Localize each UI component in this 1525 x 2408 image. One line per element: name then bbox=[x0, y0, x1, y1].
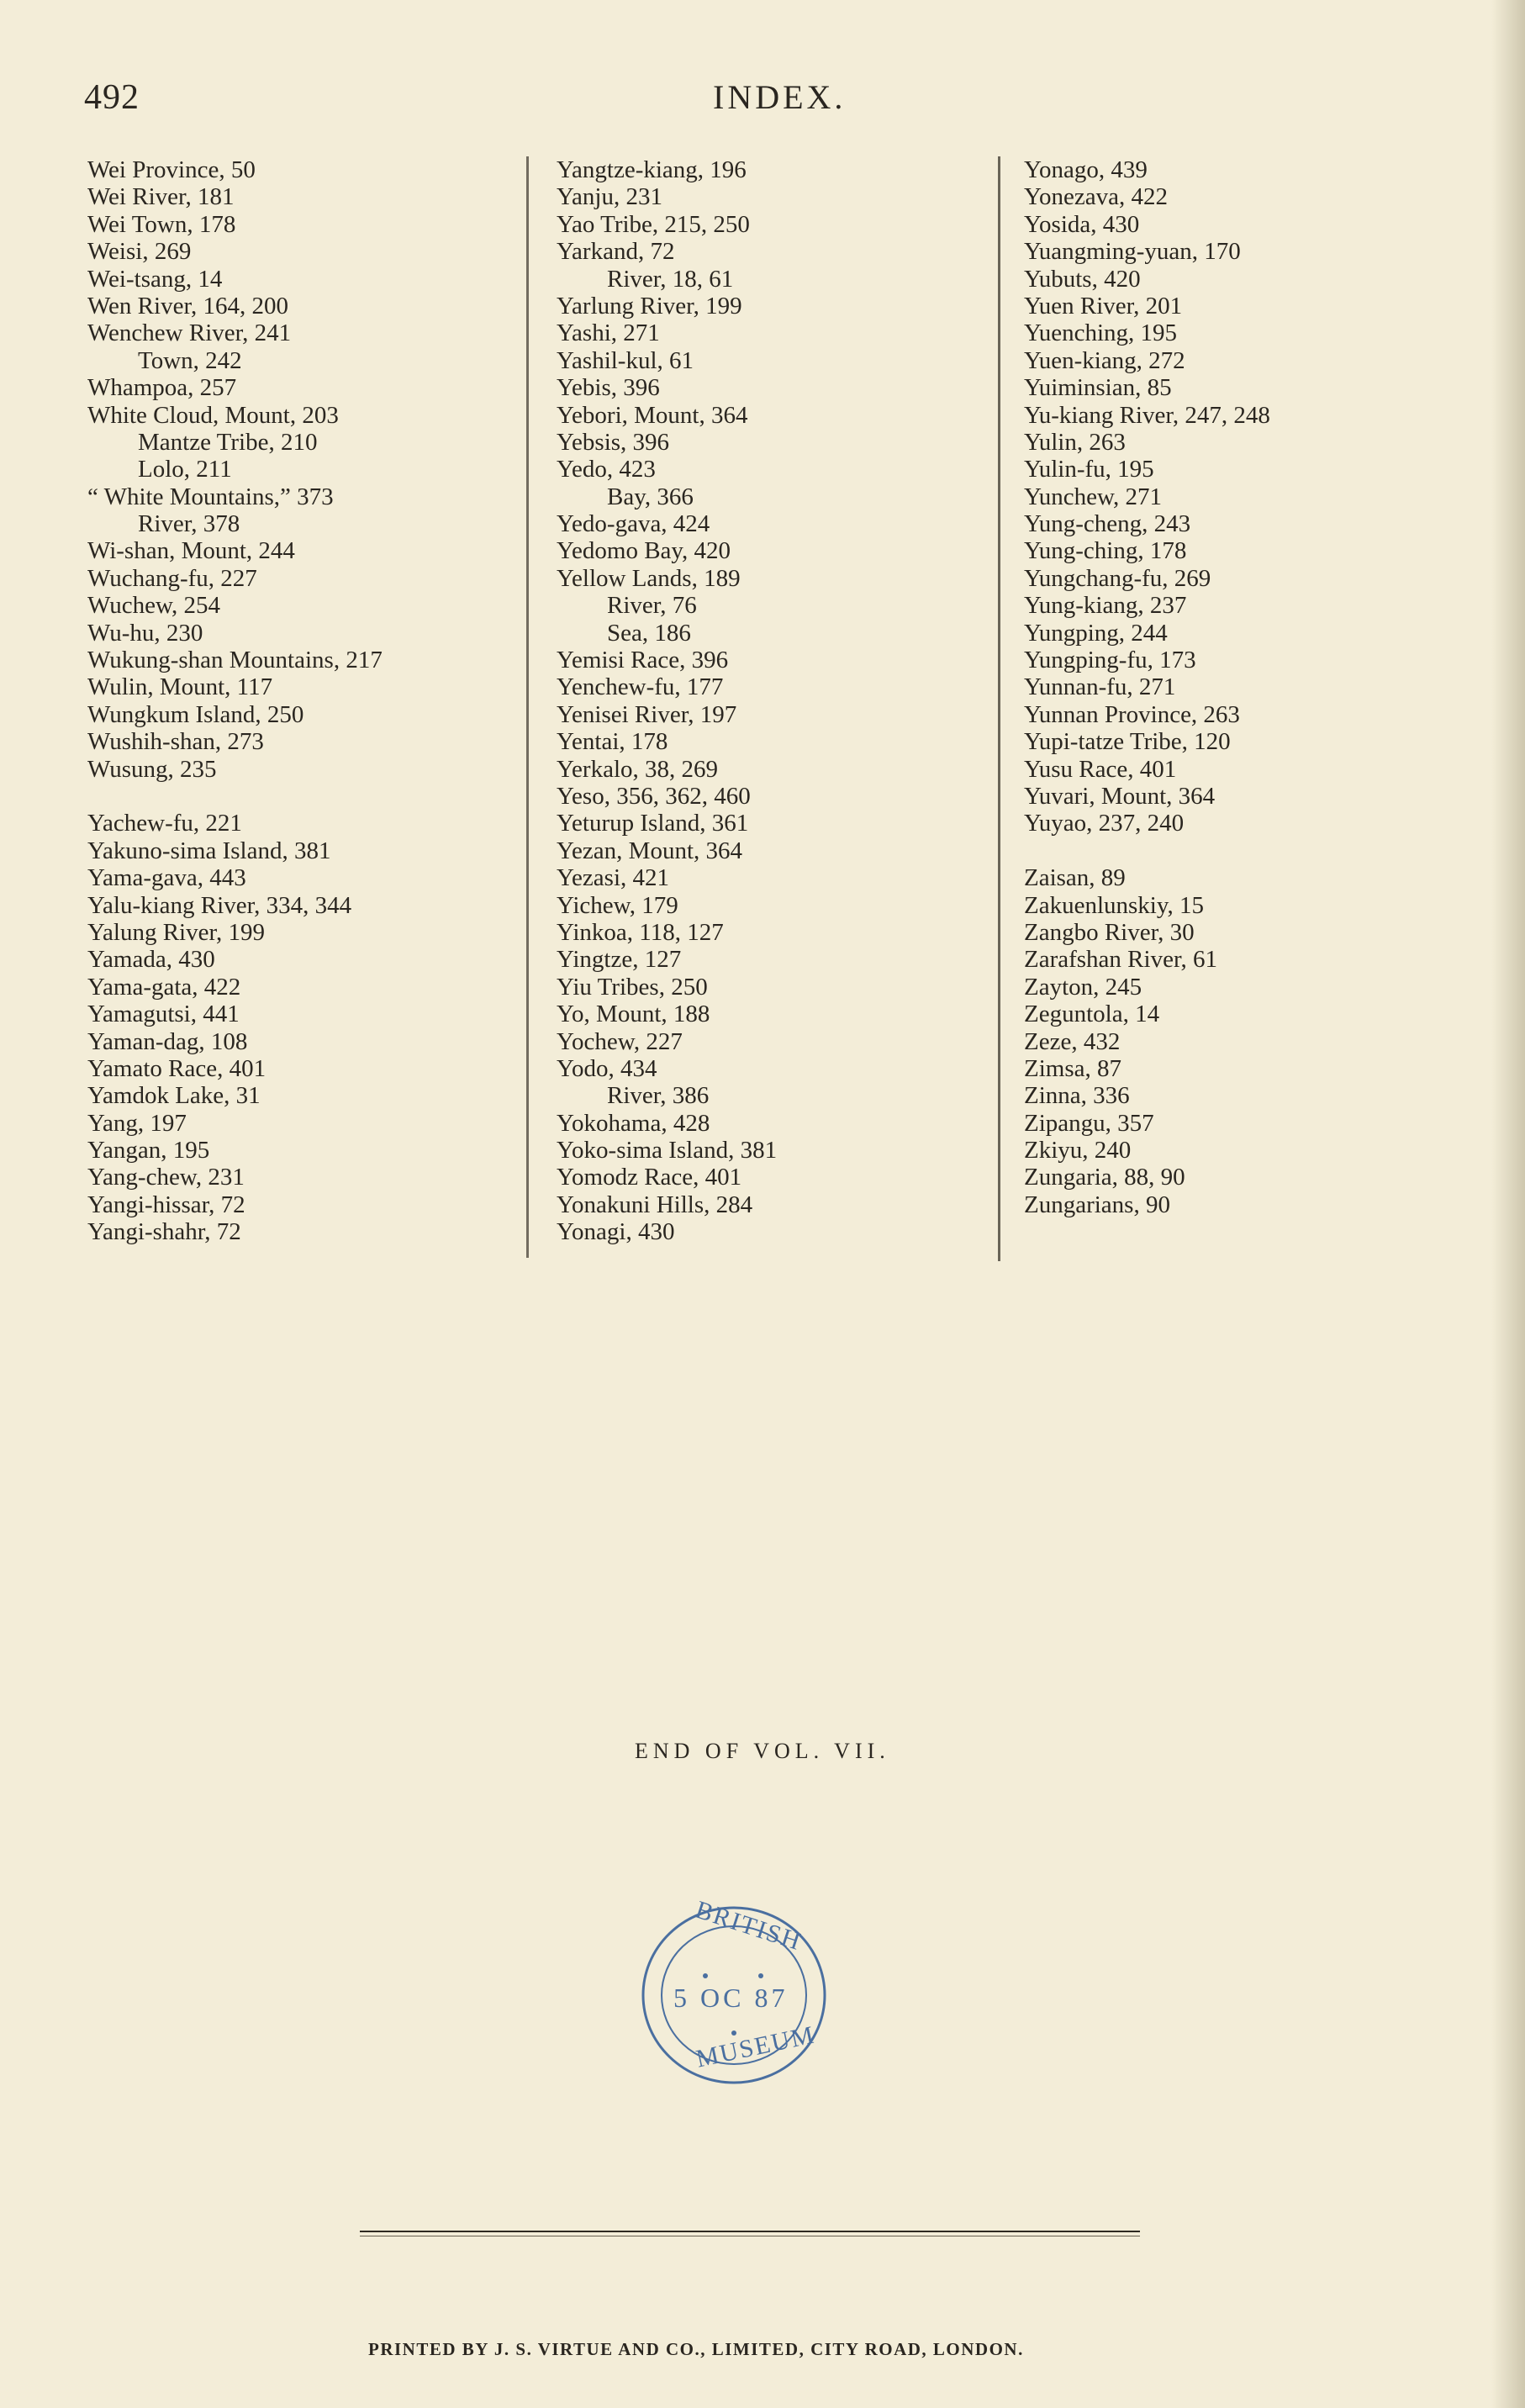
index-column-2 bbox=[557, 156, 777, 1246]
index-entry: Yeso, 356, 362, 460 bbox=[557, 782, 751, 810]
index-entry: Yonagi, 430 bbox=[557, 1218, 675, 1246]
index-entry: Yungping-fu, 173 bbox=[1024, 647, 1196, 674]
index-entry: Yosida, 430 bbox=[1024, 210, 1140, 238]
index-entry: “ White Mountains,” 373 bbox=[87, 483, 334, 510]
end-of-volume-mark: END OF VOL. VII. bbox=[635, 1739, 890, 1763]
index-entry: Yuen River, 201 bbox=[1024, 292, 1183, 319]
index-subentry: Bay, 366 bbox=[607, 483, 694, 510]
index-entry: Wushih-shan, 273 bbox=[87, 728, 264, 756]
index-entry: Yuenching, 195 bbox=[1024, 319, 1178, 347]
stamp-bottom-text: MUSEUM bbox=[694, 2020, 818, 2073]
index-entry: Yaman-dag, 108 bbox=[87, 1027, 248, 1055]
index-entry: Yuyao, 237, 240 bbox=[1024, 810, 1185, 837]
index-entry: Wei Town, 178 bbox=[87, 210, 236, 238]
index-entry: Yanju, 231 bbox=[557, 183, 662, 211]
index-entry: Yenisei River, 197 bbox=[557, 700, 737, 728]
index-entry: Yonezava, 422 bbox=[1024, 183, 1169, 211]
index-entry: White Cloud, Mount, 203 bbox=[87, 401, 339, 429]
index-subentry: River, 386 bbox=[607, 1082, 710, 1110]
index-entry: Wei River, 181 bbox=[87, 183, 235, 211]
index-entry: Yebis, 396 bbox=[557, 374, 660, 402]
index-entry: Yangan, 195 bbox=[87, 1137, 210, 1164]
index-subentry: River, 76 bbox=[607, 592, 697, 620]
printer-imprint: PRINTED BY J. S. VIRTUE AND CO., LIMITED, CITY ROAD, LONDON. bbox=[368, 2339, 1024, 2359]
index-entry: Yangtze-kiang, 196 bbox=[557, 156, 747, 183]
index-entry: Yama-gava, 443 bbox=[87, 864, 246, 892]
index-entry: Wenchew River, 241 bbox=[87, 319, 292, 347]
index-entry: Yungchang-fu, 269 bbox=[1024, 564, 1211, 592]
index-entry: Yulin-fu, 195 bbox=[1024, 456, 1154, 483]
index-entry: Yusu Race, 401 bbox=[1024, 755, 1177, 783]
column-divider-1 bbox=[526, 156, 529, 1258]
index-entry: Yedo, 423 bbox=[557, 456, 656, 483]
index-entry: Yuen-kiang, 272 bbox=[1024, 346, 1185, 374]
index-entry: Yakuno-sima Island, 381 bbox=[87, 837, 331, 864]
column-divider-2 bbox=[998, 156, 1000, 1261]
index-group-gap bbox=[1024, 837, 1270, 864]
index-entry: Zungarians, 90 bbox=[1024, 1191, 1170, 1218]
index-entry: Yuangming-yuan, 170 bbox=[1024, 238, 1241, 266]
index-entry: Yang-chew, 231 bbox=[87, 1164, 245, 1191]
index-entry: Wu-hu, 230 bbox=[87, 619, 203, 647]
index-entry: Yung-cheng, 243 bbox=[1024, 510, 1191, 538]
index-entry: Yamada, 430 bbox=[87, 946, 215, 974]
index-entry: Yochew, 227 bbox=[557, 1027, 683, 1055]
footer-rule bbox=[360, 2231, 1140, 2232]
index-column-3 bbox=[1024, 156, 1270, 1218]
index-entry: Yalu-kiang River, 334, 344 bbox=[87, 891, 352, 919]
index-entry: Yarkand, 72 bbox=[557, 238, 675, 266]
index-subentry: River, 378 bbox=[138, 510, 240, 538]
index-entry: Yeturup Island, 361 bbox=[557, 810, 749, 837]
index-entry: Yangi-shahr, 72 bbox=[87, 1218, 241, 1246]
index-entry: Yokohama, 428 bbox=[557, 1109, 710, 1137]
index-entry: Yedo-gava, 424 bbox=[557, 510, 710, 538]
index-entry: Yezasi, 421 bbox=[557, 864, 669, 892]
index-entry: Yonago, 439 bbox=[1024, 156, 1148, 183]
index-subentry: Sea, 186 bbox=[607, 619, 691, 647]
index-entry: Zeze, 432 bbox=[1024, 1027, 1121, 1055]
index-entry: Yarlung River, 199 bbox=[557, 292, 742, 319]
library-stamp bbox=[635, 1895, 833, 2092]
index-entry: Yenchew-fu, 177 bbox=[557, 673, 724, 701]
index-entry: Wungkum Island, 250 bbox=[87, 700, 304, 728]
index-entry: Yashi, 271 bbox=[557, 319, 660, 347]
index-entry: Yashil-kul, 61 bbox=[557, 346, 694, 374]
index-entry: Yemisi Race, 396 bbox=[557, 647, 729, 674]
index-entry: Zungaria, 88, 90 bbox=[1024, 1164, 1185, 1191]
index-entry: Wei Province, 50 bbox=[87, 156, 256, 183]
index-entry: Zeguntola, 14 bbox=[1024, 1001, 1160, 1028]
page-edge-shadow bbox=[1491, 0, 1525, 2408]
index-entry: Zangbo River, 30 bbox=[1024, 918, 1195, 946]
index-subentry: Lolo, 211 bbox=[138, 456, 232, 483]
index-entry: Yuiminsian, 85 bbox=[1024, 374, 1172, 402]
index-entry: Zipangu, 357 bbox=[1024, 1109, 1154, 1137]
index-entry: Wulin, Mount, 117 bbox=[87, 673, 273, 701]
index-entry: Zayton, 245 bbox=[1024, 973, 1142, 1001]
index-entry: Wi-shan, Mount, 244 bbox=[87, 537, 295, 565]
index-entry: Yingtze, 127 bbox=[557, 946, 682, 974]
index-entry: Yoko-sima Island, 381 bbox=[557, 1137, 778, 1164]
index-subentry: River, 18, 61 bbox=[607, 265, 734, 293]
index-entry: Yuvari, Mount, 364 bbox=[1024, 782, 1216, 810]
index-entry: Yubuts, 420 bbox=[1024, 265, 1141, 293]
index-entry: Yedomo Bay, 420 bbox=[557, 537, 731, 565]
index-entry: Yung-kiang, 237 bbox=[1024, 592, 1187, 620]
index-entry: Yu-kiang River, 247, 248 bbox=[1024, 401, 1270, 429]
index-entry: Yinkoa, 118, 127 bbox=[557, 918, 724, 946]
index-entry: Yerkalo, 38, 269 bbox=[557, 755, 718, 783]
index-entry: Yiu Tribes, 250 bbox=[557, 973, 708, 1001]
index-entry: Yebori, Mount, 364 bbox=[557, 401, 748, 429]
running-title: INDEX. bbox=[713, 78, 847, 116]
index-entry: Weisi, 269 bbox=[87, 238, 192, 266]
index-entry: Yao Tribe, 215, 250 bbox=[557, 210, 750, 238]
index-entry: Zimsa, 87 bbox=[1024, 1054, 1121, 1082]
index-entry: Zkiyu, 240 bbox=[1024, 1137, 1132, 1164]
index-group-gap bbox=[87, 783, 383, 810]
index-entry: Yomodz Race, 401 bbox=[557, 1164, 742, 1191]
index-entry: Yamagutsi, 441 bbox=[87, 1001, 240, 1028]
index-entry: Yo, Mount, 188 bbox=[557, 1001, 710, 1028]
stamp-top-text: BRITISH bbox=[692, 1895, 805, 1956]
page-number: 492 bbox=[84, 78, 140, 117]
index-entry: Wen River, 164, 200 bbox=[87, 292, 288, 319]
index-entry: Yamato Race, 401 bbox=[87, 1054, 266, 1082]
index-entry: Yung-ching, 178 bbox=[1024, 537, 1187, 565]
index-entry: Yungping, 244 bbox=[1024, 619, 1168, 647]
index-entry: Yunnan-fu, 271 bbox=[1024, 673, 1176, 701]
index-entry: Yulin, 263 bbox=[1024, 428, 1126, 456]
index-subentry: Mantze Tribe, 210 bbox=[138, 428, 318, 456]
index-entry: Whampoa, 257 bbox=[87, 374, 237, 402]
index-entry: Wusung, 235 bbox=[87, 755, 217, 783]
index-entry: Yachew-fu, 221 bbox=[87, 810, 242, 837]
index-entry: Yebsis, 396 bbox=[557, 428, 670, 456]
index-entry: Yangi-hissar, 72 bbox=[87, 1191, 245, 1218]
index-entry: Wuchang-fu, 227 bbox=[87, 564, 257, 592]
index-entry: Zarafshan River, 61 bbox=[1024, 946, 1217, 974]
index-entry: Yentai, 178 bbox=[557, 728, 668, 756]
index-entry: Wukung-shan Mountains, 217 bbox=[87, 647, 383, 674]
index-entry: Yunchew, 271 bbox=[1024, 483, 1163, 510]
index-entry: Wei-tsang, 14 bbox=[87, 265, 223, 293]
index-subentry: Town, 242 bbox=[138, 346, 242, 374]
index-entry: Yang, 197 bbox=[87, 1109, 187, 1137]
index-entry: Yamdok Lake, 31 bbox=[87, 1082, 261, 1110]
index-column-1 bbox=[87, 156, 383, 1246]
index-entry: Zinna, 336 bbox=[1024, 1082, 1130, 1110]
index-entry: Yezan, Mount, 364 bbox=[557, 837, 742, 864]
index-entry: Yellow Lands, 189 bbox=[557, 564, 741, 592]
index-entry: Yupi-tatze Tribe, 120 bbox=[1024, 728, 1231, 756]
index-entry: Yalung River, 199 bbox=[87, 918, 265, 946]
stamp-date: 5 OC 87 bbox=[673, 1983, 789, 2013]
index-entry: Yama-gata, 422 bbox=[87, 973, 241, 1001]
index-entry: Yunnan Province, 263 bbox=[1024, 700, 1240, 728]
index-entry: Zakuenlunskiy, 15 bbox=[1024, 891, 1204, 919]
index-entry: Yodo, 434 bbox=[557, 1054, 657, 1082]
index-entry: Zaisan, 89 bbox=[1024, 864, 1126, 892]
index-entry: Yichew, 179 bbox=[557, 891, 678, 919]
index-entry: Wuchew, 254 bbox=[87, 592, 221, 620]
index-entry: Yonakuni Hills, 284 bbox=[557, 1191, 753, 1218]
